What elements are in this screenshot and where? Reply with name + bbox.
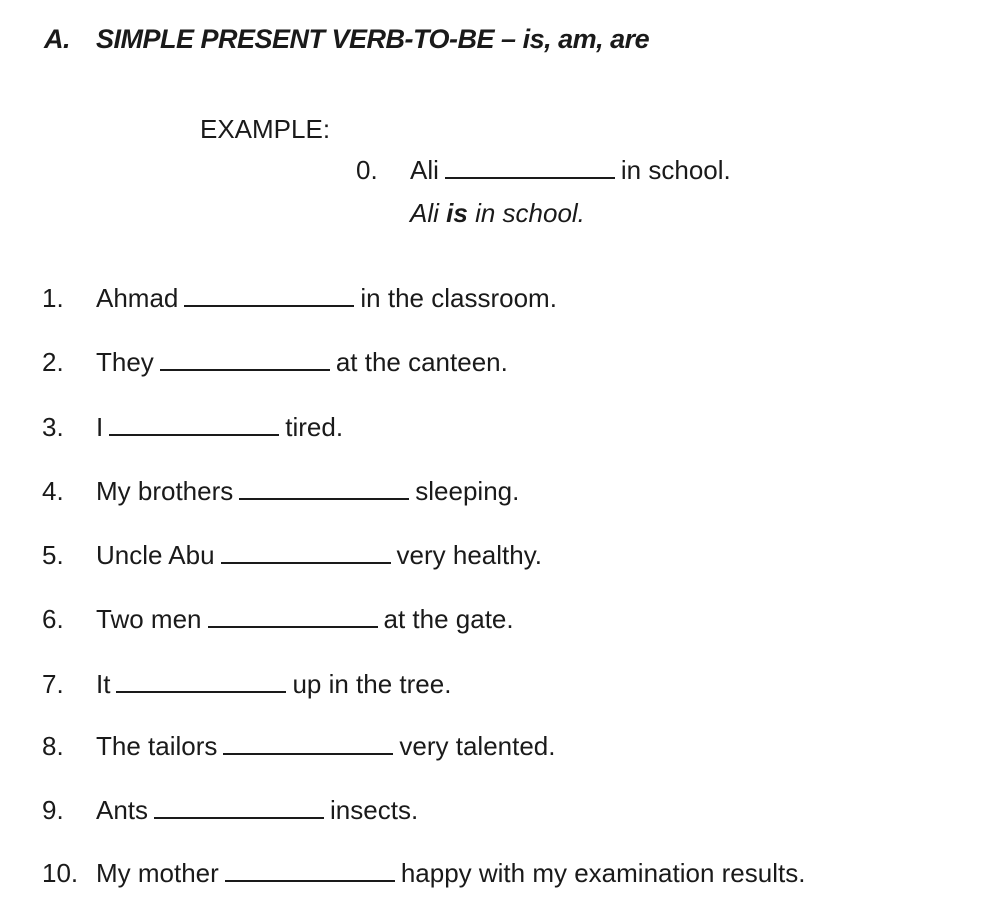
question-before: It bbox=[96, 669, 111, 699]
question-item bbox=[42, 858, 805, 889]
question-after: in the classroom. bbox=[360, 283, 557, 313]
example-number: 0. bbox=[356, 155, 378, 185]
question-before: Two men bbox=[96, 604, 202, 634]
answer-blank[interactable] bbox=[160, 349, 330, 371]
question-number: 7. bbox=[42, 669, 64, 699]
example-before: Ali bbox=[410, 155, 439, 185]
question-item bbox=[42, 347, 508, 378]
question-after: sleeping. bbox=[415, 476, 520, 506]
answer-blank[interactable] bbox=[221, 542, 391, 564]
section-number: A. bbox=[44, 24, 70, 54]
question-before: Ants bbox=[96, 795, 149, 825]
question-before: My mother bbox=[96, 858, 219, 888]
section-heading bbox=[44, 24, 649, 55]
example-blank bbox=[445, 157, 615, 179]
question-after: tired. bbox=[285, 412, 344, 442]
question-after: very talented. bbox=[399, 731, 556, 761]
question-item bbox=[42, 669, 451, 700]
example-question bbox=[356, 155, 731, 186]
question-after: insects. bbox=[330, 795, 419, 825]
answer-blank[interactable] bbox=[184, 285, 354, 307]
example-after: in school. bbox=[620, 155, 731, 185]
question-before: They bbox=[96, 347, 154, 377]
question-item bbox=[42, 476, 519, 507]
question-after: up in the tree. bbox=[292, 669, 452, 699]
question-after: happy with my examination results. bbox=[400, 858, 806, 888]
answer-blank[interactable] bbox=[154, 797, 324, 819]
example-answer bbox=[410, 198, 585, 229]
question-item bbox=[42, 283, 557, 314]
question-number: 3. bbox=[42, 412, 64, 442]
answer-blank[interactable] bbox=[109, 414, 279, 436]
answer-blank[interactable] bbox=[208, 606, 378, 628]
question-number: 2. bbox=[42, 347, 64, 377]
section-title: SIMPLE PRESENT VERB-TO-BE – is, am, are bbox=[96, 24, 650, 54]
question-item bbox=[42, 412, 343, 443]
question-after: very healthy. bbox=[396, 540, 543, 570]
question-number: 10. bbox=[42, 858, 79, 888]
question-before: Uncle Abu bbox=[96, 540, 215, 570]
question-number: 4. bbox=[42, 476, 64, 506]
question-number: 5. bbox=[42, 540, 64, 570]
example-answer-post: in school. bbox=[475, 198, 585, 228]
question-number: 9. bbox=[42, 795, 64, 825]
question-after: at the canteen. bbox=[335, 347, 508, 377]
answer-blank[interactable] bbox=[223, 733, 393, 755]
question-before: I bbox=[96, 412, 104, 442]
example-answer-pre: Ali bbox=[410, 198, 439, 228]
answer-blank[interactable] bbox=[225, 860, 395, 882]
example-label: EXAMPLE: bbox=[200, 114, 331, 144]
answer-blank[interactable] bbox=[116, 671, 286, 693]
example-answer-verb: is bbox=[446, 198, 468, 228]
question-item bbox=[42, 604, 514, 635]
question-before: My brothers bbox=[96, 476, 234, 506]
question-before: The tailors bbox=[96, 731, 218, 761]
question-item bbox=[42, 540, 542, 571]
question-item bbox=[42, 731, 555, 762]
question-number: 1. bbox=[42, 283, 64, 313]
answer-blank[interactable] bbox=[239, 478, 409, 500]
question-after: at the gate. bbox=[383, 604, 514, 634]
question-number: 6. bbox=[42, 604, 64, 634]
question-item bbox=[42, 795, 418, 826]
question-before: Ahmad bbox=[96, 283, 179, 313]
question-number: 8. bbox=[42, 731, 64, 761]
